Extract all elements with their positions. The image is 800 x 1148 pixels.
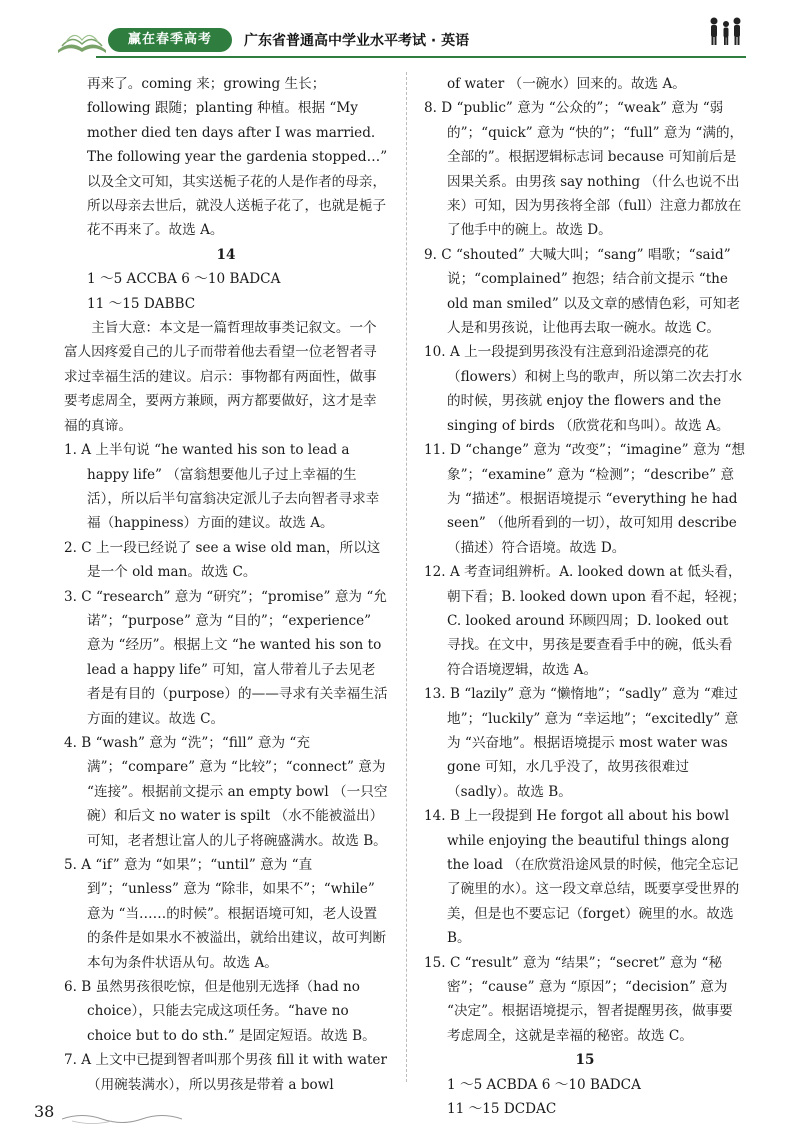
paragraph: 6. B 虽然男孩很吃惊，但是他别无选择（had no choice），只能去完成这项任务。“have no choice but to do sth.” 是固定短语。故选 B。 bbox=[64, 979, 376, 1044]
paragraph: 1. A 上半句说 “he wanted his son to lead a happy life” （富翁想要他儿子过上幸福的生活），所以后半句富翁决定派儿子去向智者寻求幸福（happiness）方面的建议。故选 A。 bbox=[64, 442, 380, 532]
paragraph: 3. C “research” 意为 “研究”；“promise” 意为 “允诺”；“purpose” 意为 “目的”；“experience” 意为 “经历”。根据上文 “he wanted his son to lead a happy life” 可知，富人带着儿子去见老者是有目的（purpose）的——寻求有关幸福生活方面的建议。故选 C。 bbox=[64, 588, 388, 727]
series-badge: 赢在春季高考 bbox=[108, 28, 232, 52]
paragraph: 10. A 上一段提到男孩没有注意到沿途漂亮的花（flowers）和树上鸟的歌声，所以第二次去打水的时候，男孩就 enjoy the flowers and the singing of birds （欣赏花和鸟叫）。故选 A。 bbox=[424, 344, 743, 434]
section-number: 15 bbox=[575, 1052, 595, 1069]
paragraph: 9. C “shouted” 大喊大叫；“sang” 唱歌；“said” 说；“complained” 抱怨；结合前文提示 “the old man smiled” 以及文章的感情色彩，可知老人是和男孩说，让他再去取一碗水。故选 C。 bbox=[424, 246, 740, 337]
paragraph: 1 ～5 ACCBA 6 ～10 BADCA bbox=[87, 271, 281, 288]
paragraph: 4. B “wash” 意为 “洗”；“fill” 意为 “充满”；“compare” 意为 “比较”；“connect” 意为 “连接”。根据前文提示 an empty bowl （一只空碗）和后文 no water is spilt （水不能被溢出）可知，老者想让富人的儿子将碗盛满水。故选 B。 bbox=[64, 734, 388, 849]
people-silhouette-icon bbox=[706, 16, 746, 46]
header-title: 广东省普通高中学业水平考试 · 英语 bbox=[244, 33, 470, 49]
section-number: 14 bbox=[216, 246, 236, 263]
footer-ornament-icon bbox=[62, 1112, 182, 1126]
paragraph: 11 ～15 DABBC bbox=[87, 295, 196, 312]
column-divider bbox=[406, 72, 407, 1082]
header-rule bbox=[96, 56, 746, 58]
paragraph: 1 ～5 ACBDA 6 ～10 BADCA bbox=[447, 1076, 641, 1093]
paragraph: 15. C “result” 意为 “结果”；“secret” 意为 “秘密”；“cause” 意为 “原因”；“decision” 意为 “决定”。根据语境提示，智者提醒男孩，做事要考虑周全，这就是幸福的秘密。故选 C。 bbox=[424, 954, 733, 1044]
paragraph: 12. A 考查词组辨析。A. looked down at 低头看，朝下看；B. looked down upon 看不起，轻视；C. looked around 环顾四周；D. looked out 寻找。在文中，男孩是要查看手中的碗，低头看符合语境逻辑，故选 A。 bbox=[424, 564, 746, 678]
paragraph: 14. B 上一段提到 He forgot all about his bowl while enjoying the beautiful things along the load （在欣赏沿途风景的时候，他完全忘记了碗里的水）。这一段文章总结，既要享受世界的美，但是也不要忘记（forget）碗里的水。故选 B。 bbox=[424, 808, 740, 947]
paragraph: of water （一碗水）回来的。故选 A。 bbox=[447, 76, 686, 92]
page-footer bbox=[0, 1090, 800, 1148]
paragraph: 13. B “lazily” 意为 “懒惰地”；“sadly” 意为 “难过地”；“luckily” 意为 “幸运地”；“excitedly” 意为 “兴奋地”。根据语境提示 most water was gone 可知，水几乎没了，故男孩很难过（sadly）。故选 B。 bbox=[424, 686, 739, 800]
left-column bbox=[64, 72, 388, 1097]
paragraph: 2. C 上一段已经说了 see a wise old man，所以这是一个 old man。故选 C。 bbox=[64, 539, 381, 581]
open-book-icon bbox=[56, 26, 108, 56]
right-column bbox=[424, 72, 746, 1121]
paragraph: 主旨大意：本文是一篇哲理故事类记叙文。一个富人因疼爱自己的儿子而带着他去看望一位老智者寻求过幸福生活的建议。启示：事物都有两面性，做事要考虑周全，要两方兼顾，两方都要做好，这才是幸福的真谛。 bbox=[64, 320, 377, 434]
page-header bbox=[0, 0, 800, 62]
paragraph: 8. D “public” 意为 “公众的”；“weak” 意为 “弱的”；“quick” 意为 “快的”；“full” 意为 “满的，全部的”。根据逻辑标志词 because 可知前后是因果关系。由男孩 say nothing （什么也说不出来）可知，因为男孩将全部（full）注意力都放在了他手中的碗上。故选 D。 bbox=[424, 100, 744, 239]
paragraph: 11 ～15 DCDAC bbox=[447, 1101, 557, 1118]
paragraph: 5. A “if” 意为 “如果”；“until” 意为 “直到”；“unless” 意为 “除非，如果不”；“while” 意为 “当……的时候”。根据语境可知，老人设置的条件是如果水不被溢出，就给出建议，故可判断本句为条件状语从句。故选 A。 bbox=[64, 857, 387, 971]
paragraph: 再来了。coming 来；growing 生长；following 跟随；planting 种植。根据 “My mother died ten days after I was married. The following year the gardenia stopped…” 以及全文可知，其实送栀子花的人是作者的母亲，所以母亲去世后，就没人送栀子花了，也就是栀子花不再来了。故选 A。 bbox=[87, 76, 388, 239]
paragraph: 11. D “change” 意为 “改变”；“imagine” 意为 “想象”；“examine” 意为 “检测”；“describe” 意为 “描述”。根据语境提示 “everything he had seen” （他所看到的一切），故可知用 describe （描述）符合语境。故选 D。 bbox=[424, 442, 746, 556]
page-number: 38 bbox=[34, 1102, 55, 1121]
paragraph: 7. A 上文中已提到智者叫那个男孩 fill it with water （用碗装满水），所以男孩是带着 a bowl bbox=[64, 1052, 387, 1093]
